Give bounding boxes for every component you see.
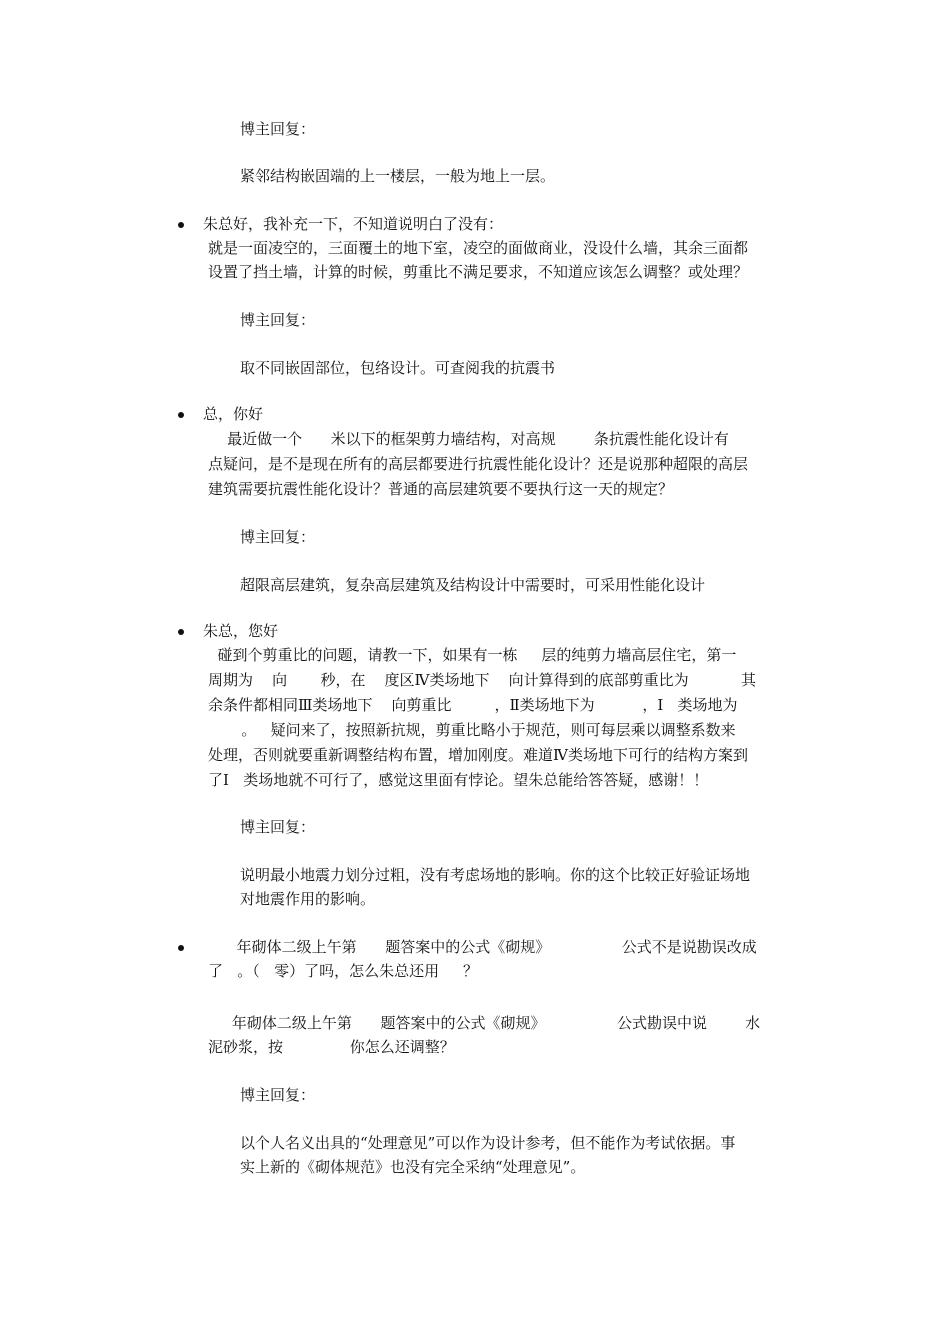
question-4-line-7: 了Ⅰ 类场地就不可行了，感觉这里面有悖论。望朱总能给答答疑，感谢！！ [208, 771, 709, 789]
question-3-line-2: 最近做一个 米以下的框架剪力墙结构，对高规 条抗震性能化设计有 [208, 430, 729, 448]
question-2-line-3: 设置了挡土墙，计算的时候，剪重比不满足要求，不知道应该怎么调整？或处理？ [208, 263, 749, 281]
question-3-line-4: 建筑需要抗震性能化设计？普通的高层建筑要不要执行这一天的规定？ [208, 480, 674, 498]
question-4-line-4: 余条件都相同Ⅲ类场地下 向剪重比 ，Ⅱ类场地下为 ，Ⅰ 类场地为 [208, 696, 738, 714]
reply-label-4: 博主回复： [240, 818, 316, 836]
reply-text-4-line-1: 说明最小地震力划分过粗，没有考虑场地的影响。你的这个比较正好验证场地 [240, 866, 751, 884]
reply-label-3: 博主回复： [240, 528, 316, 546]
question-3-line-3: 点疑问，是不是现在所有的高层都要进行抗震性能化设计？还是说那种超限的高层 [208, 455, 749, 473]
question-5-line-2: 了 。（ 零）了吗，怎么朱总还用 ？ [208, 962, 478, 980]
question-5-line-3: 年砌体二级上午第 题答案中的公式《砌规》 公式勘误中说 水 [208, 1014, 761, 1032]
question-5-line-1: 年砌体二级上午第 题答案中的公式《砌规》 公式不是说勘误改成 [208, 938, 757, 956]
reply-label-5: 博主回复： [240, 1086, 316, 1104]
reply-label-1: 博主回复： [240, 120, 316, 138]
question-2-line-2: 就是一面凌空的，三面覆土的地下室，凌空的面做商业，没设什么墙，其余三面都 [208, 239, 749, 257]
question-5-line-4: 泥砂浆，按 你怎么还调整？ [208, 1038, 455, 1056]
reply-text-1: 紧邻结构嵌固端的上一楼层，一般为地上一层。 [240, 167, 556, 185]
question-4-line-1: 朱总，您好 [203, 622, 279, 640]
question-4-line-2: 碰到个剪重比的问题，请教一下，如果有一栋 层的纯剪力墙高层住宅，第一 [208, 646, 737, 664]
question-3-line-1: 总，你好 [203, 405, 264, 423]
reply-label-2: 博主回复： [240, 311, 316, 329]
bullet-icon [178, 412, 184, 418]
question-4-line-6: 处理，否则就要重新调整结构布置，增加刚度。难道Ⅳ类场地下可行的结构方案到 [208, 746, 748, 764]
reply-text-5-line-2: 实上新的《砌体规范》也没有完全采纳“处理意见”。 [240, 1158, 586, 1176]
question-4-line-3: 周期为 向 秒，在 度区Ⅳ类场地下 向计算得到的底部剪重比为 其 [208, 671, 757, 689]
bullet-icon [178, 945, 184, 951]
question-2-line-1: 朱总好，我补充一下，不知道说明白了没有： [203, 215, 504, 233]
reply-text-3: 超限高层建筑，复杂高层建筑及结构设计中需要时，可采用性能化设计 [240, 576, 706, 594]
reply-text-2: 取不同嵌固部位，包络设计。可查阅我的抗震书 [240, 359, 556, 377]
bullet-icon [178, 629, 184, 635]
question-4-line-5: 。 疑问来了，按照新抗规，剪重比略小于规范，则可每层乘以调整系数来 [208, 721, 736, 739]
bullet-icon [178, 222, 184, 228]
reply-text-4-line-2: 对地震作用的影响。 [240, 890, 376, 908]
reply-text-5-line-1: 以个人名义出具的“处理意见”可以作为设计参考，但不能作为考试依据。事 [240, 1134, 736, 1152]
